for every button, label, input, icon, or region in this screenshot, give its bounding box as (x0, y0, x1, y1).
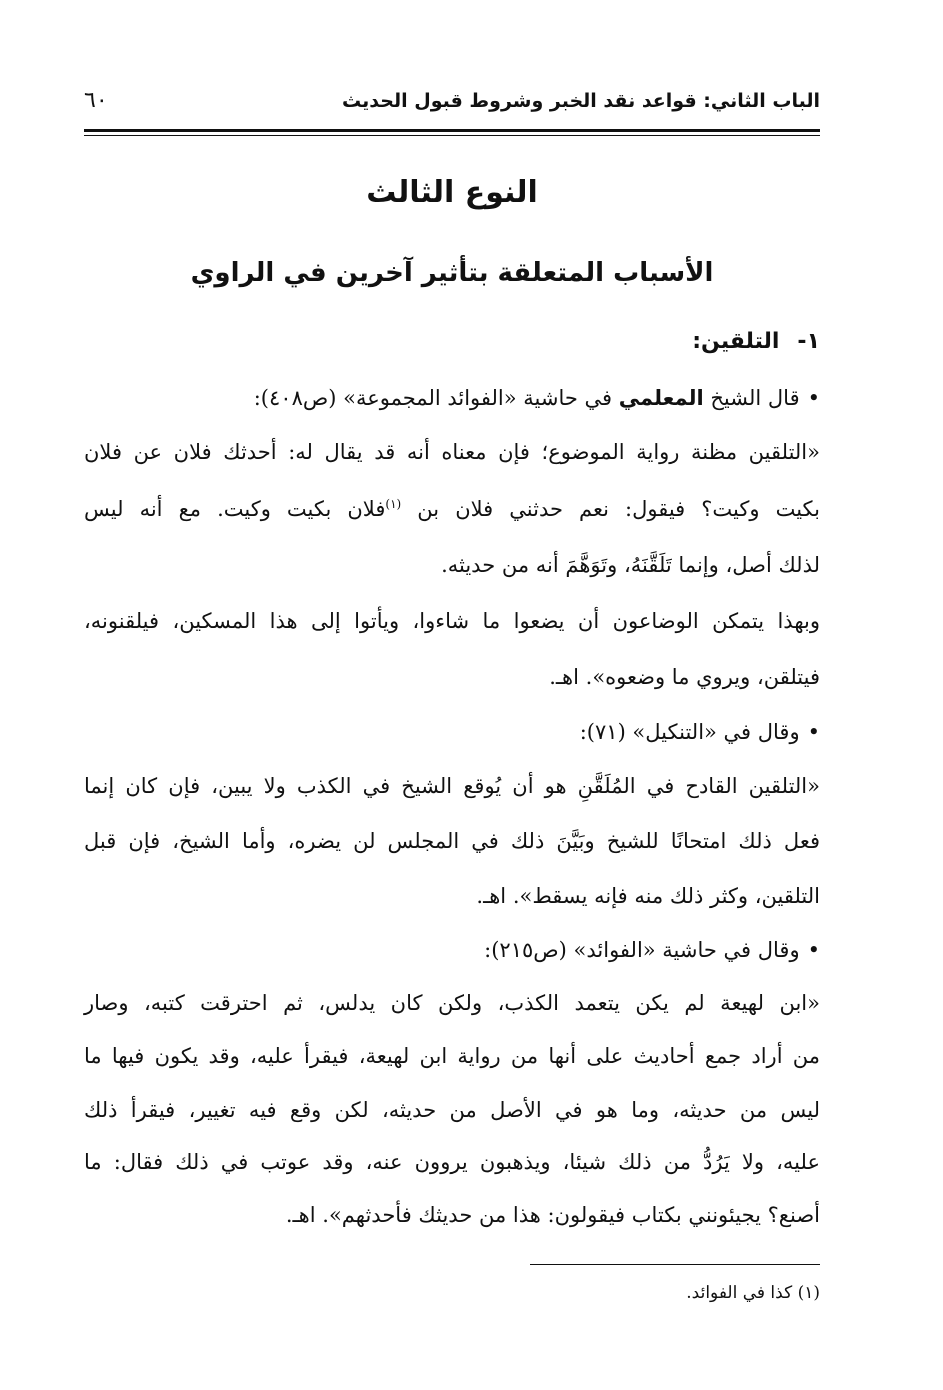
paragraph-line (84, 712, 820, 752)
paragraph-line: فيتلقن، ويروي ما وضعوه». اهـ. (549, 665, 820, 689)
section-title: التلقين: (692, 329, 780, 354)
footnote-rule (530, 1264, 820, 1265)
text-span: قال الشيخ (710, 386, 800, 410)
paragraph-line: فعل ذلك امتحانًا للشيخ وبَيَّنَ ذلك في المجلس لن يضره، وأما الشيخ، فإن قبل (84, 829, 820, 853)
paragraph-line: أصنع؟ يجيئونني بكتاب فيقولون: هذا من حديثك فأحدثهم». اهـ. (285, 1203, 820, 1227)
paragraph-line (84, 489, 820, 529)
paragraph-line: لذلك أصل، وإنما تَلَقَّنَهُ، وتَوَهَّمَ أنه من حديثه. (441, 553, 820, 577)
scholar-name: المعلمي (618, 386, 704, 410)
paragraph-line: «ابن لهيعة لم يكن يتعمد الكذب، ولكن كان يدلس، ثم احترقت كتبه، وصار (84, 991, 820, 1015)
paragraph-line: عليه، ولا يَرُدُّ من ذلك شيئا، ويذهبون يروون عنه، وقد عوتب في ذلك فقال: ما (84, 1150, 820, 1174)
paragraph-line: التلقين، وكثر ذلك منه فإنه يسقط». اهـ. (476, 884, 820, 908)
chapter-title: النوع الثالث (366, 175, 538, 210)
paragraph-line (84, 378, 820, 418)
running-header-title: الباب الثاني: قواعد نقد الخبر وشروط قبول الحديث (342, 90, 820, 112)
section-number: ١- (797, 329, 820, 354)
section-heading (692, 322, 820, 362)
text-span: وقال في «التنكيل» (٧١): (579, 720, 800, 744)
text-span: فلان بكيت وكيت. مع أنه ليس (84, 497, 386, 521)
paragraph-line: وبهذا يتمكن الوضاعون أن يضعوا ما شاءوا، ويأتوا إلى هذا المسكين، فيلقنونه، (84, 609, 820, 633)
paragraph-line: «التلقين مظنة رواية الموضوع؛ فإن معناه أنه قد يقال له: أحدثك فلان عن فلان (84, 440, 820, 464)
header-rule-thin (84, 135, 820, 136)
paragraph-line (84, 930, 820, 970)
text-span: في حاشية «الفوائد المجموعة» (ص٤٠٨): (253, 386, 613, 410)
bullet-icon: • (807, 938, 820, 962)
page-number: ٦٠ (84, 88, 108, 113)
paragraph-line: من أراد جمع أحاديث على أنها من رواية ابن لهيعة، فيقرأ عليه، وقد يكون فيها ما (84, 1044, 820, 1068)
chapter-subtitle: الأسباب المتعلقة بتأثير آخرين في الراوي (190, 258, 714, 288)
header-rule (84, 129, 820, 132)
running-header (84, 86, 820, 126)
text-span: وقال في حاشية «الفوائد» (ص٢١٥): (484, 938, 800, 962)
footnote-reference[interactable]: (١) (385, 497, 402, 511)
paragraph-line: ليس من حديثه، وما هو في الأصل من حديثه، لكن وقع فيه تغيير، فيقرأ ذلك (84, 1098, 820, 1122)
text-span: بكيت وكيت؟ فيقول: نعم حدثني فلان بن (417, 497, 820, 521)
bullet-icon: • (807, 386, 820, 410)
bullet-icon: • (807, 720, 820, 744)
paragraph-line: «التلقين القادح في المُلَقَّنِ هو أن يُوقع الشيخ في الكذب ولا يبين، فإن كان إنما (84, 774, 820, 798)
footnote: (١) كذا في الفوائد. (686, 1283, 820, 1303)
